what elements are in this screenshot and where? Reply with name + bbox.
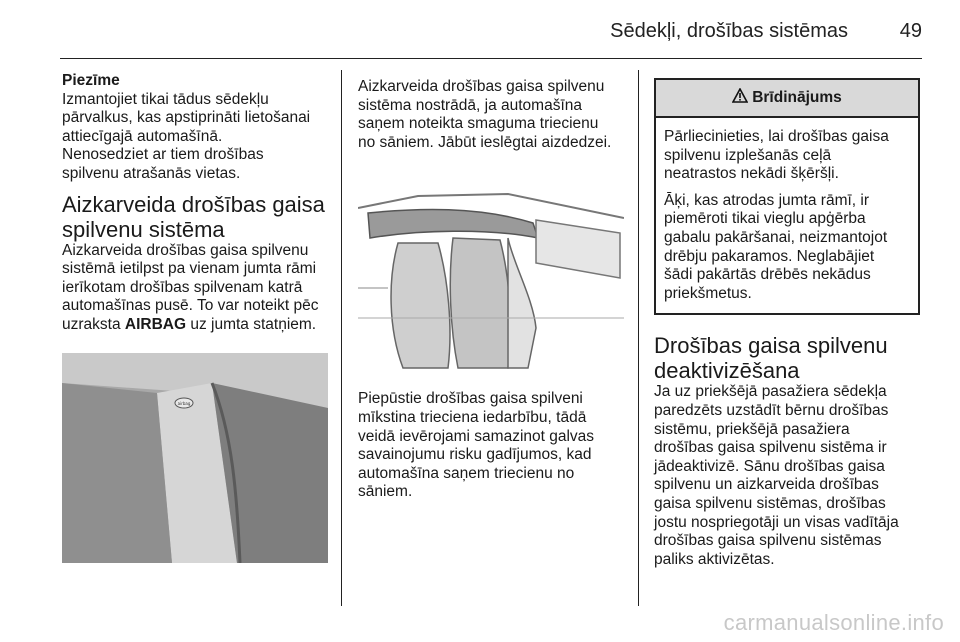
paragraph-line: Piepūstie drošības gaisa spilveni [358,390,583,408]
paragraph-line: paredzēts uzstādīt bērnu drošības [654,401,889,419]
header-rule [60,58,922,59]
paragraph-line: Aizkarveida drošības gaisa spilvenu [358,78,605,95]
warning-line: Pārliecinieties, lai drošības gaisa [664,128,889,145]
paragraph-line: jostu nospriegotāji un visas vadītāja [654,513,899,531]
section-title-deactivation [654,333,920,383]
paragraph-line: veidā ievērojami samazinot galvas [358,427,595,445]
note-line: pārvalkus, kas apstiprināti lietošanai [62,109,311,127]
paragraph-line: drošības gaisa spilvenu sistēmas [654,532,882,550]
section-title-line: Aizkarveida drošības gaisa [62,191,325,217]
note-title: Piezīme [62,72,120,89]
watermark: carmanualsonline.info [723,610,944,635]
paragraph-line: jādeaktivizē. Sānu drošības gaisa [654,457,885,475]
paragraph-line: mīkstina trieciena iedarbību, tādā [358,408,587,426]
page-number: 49 [899,20,922,42]
car-interior-airbag-drawing [358,168,624,374]
warning-box [654,78,920,315]
paragraph-line: saņem noteikta smaguma triecienu [358,115,599,133]
note-line: spilvenu atrašanās vietas. [62,164,241,182]
warning-paragraph-2 [664,192,910,304]
paragraph-line: Ja uz priekšējā pasažiera sēdekļa [654,383,887,401]
note-line: attiecīgajā automašīnā. [62,127,223,145]
paragraph-line: sistēmā ietilpst pa vienam jumta rāmi [62,260,317,278]
warning-line: priekšmetus. [664,284,752,302]
paragraph-line: sāniem. [358,483,413,501]
roof-pillar-illustration [62,353,328,563]
paragraph-line: no sāniem. Jābūt ieslēgtai aizdedzei. [358,133,612,151]
column-divider-right [638,70,639,606]
paragraph-line: automašīna saņem triecienu no [358,464,575,482]
warning-paragraph-1 [664,128,910,184]
section-title-line: spilvenu sistēma [62,216,225,242]
note-line: Izmantojiet tikai tādus sēdekļu [62,90,269,108]
column-1 [62,72,332,563]
section-title-line: Drošības gaisa spilvenu [654,333,888,359]
warning-line: spilvenu izplešanās ceļā [664,146,832,164]
warning-line: gabalu pakāršanai, neizmantojot [664,228,888,246]
paragraph-text: uz jumta statņiem. [186,315,317,333]
header-title: Sēdekļi, drošības sistēmas [610,20,848,42]
warning-line: šādi pakārtās drēbēs nekādus [664,266,871,284]
note-line: Nenosedziet ar tiem drošības [62,146,264,164]
section-title-line: deaktivizēšana [654,358,800,384]
warning-line: Āķi, kas atrodas jumta rāmī, ir [664,191,870,209]
warning-line: drēbju pakaramos. Neglabājiet [664,247,875,265]
column-2 [358,78,628,502]
paragraph-line: paliks aktivizētas. [654,550,775,568]
warning-triangle-icon [732,88,748,109]
warning-title: Brīdinājums [752,88,842,106]
warning-line: piemēroti tikai vieglu apģērba [664,210,866,228]
paragraph-line: savainojumu risku gadījumos, kad [358,446,592,464]
warning-body [656,118,918,313]
section-title-curtain-airbag [62,192,332,242]
paragraph-line: drošības gaisa spilvenu sistēma ir [654,439,887,457]
column-3 [654,78,920,569]
paragraph-line [62,316,332,335]
warning-header [656,80,918,118]
paragraph-line: spilvenu un aizkarveida drošības [654,476,879,494]
airbag-label: AIRBAG [124,315,187,333]
paragraph-line: sistēma nostrādā, ja automašīna [358,96,583,114]
airbag-badge-text: airbag [177,400,191,406]
paragraph-line: automašīnas pusē. To var noteikt pēc [62,297,319,315]
column-divider-left [341,70,342,606]
warning-line: neatrastos nekādi šķēršļi. [664,165,839,183]
paragraph-line: Aizkarveida drošības gaisa spilvenu [62,241,309,259]
curtain-airbag-illustration [358,168,624,374]
roof-pillar-photo [62,353,328,563]
paragraph-line: ierīkotam drošības spilvenam katrā [62,278,303,296]
paragraph-text: uzraksta [62,315,125,333]
paragraph-line: sistēmu, priekšējā pasažiera [654,420,850,438]
paragraph-line: gaisa spilvenu sistēmas, drošības [654,494,886,512]
